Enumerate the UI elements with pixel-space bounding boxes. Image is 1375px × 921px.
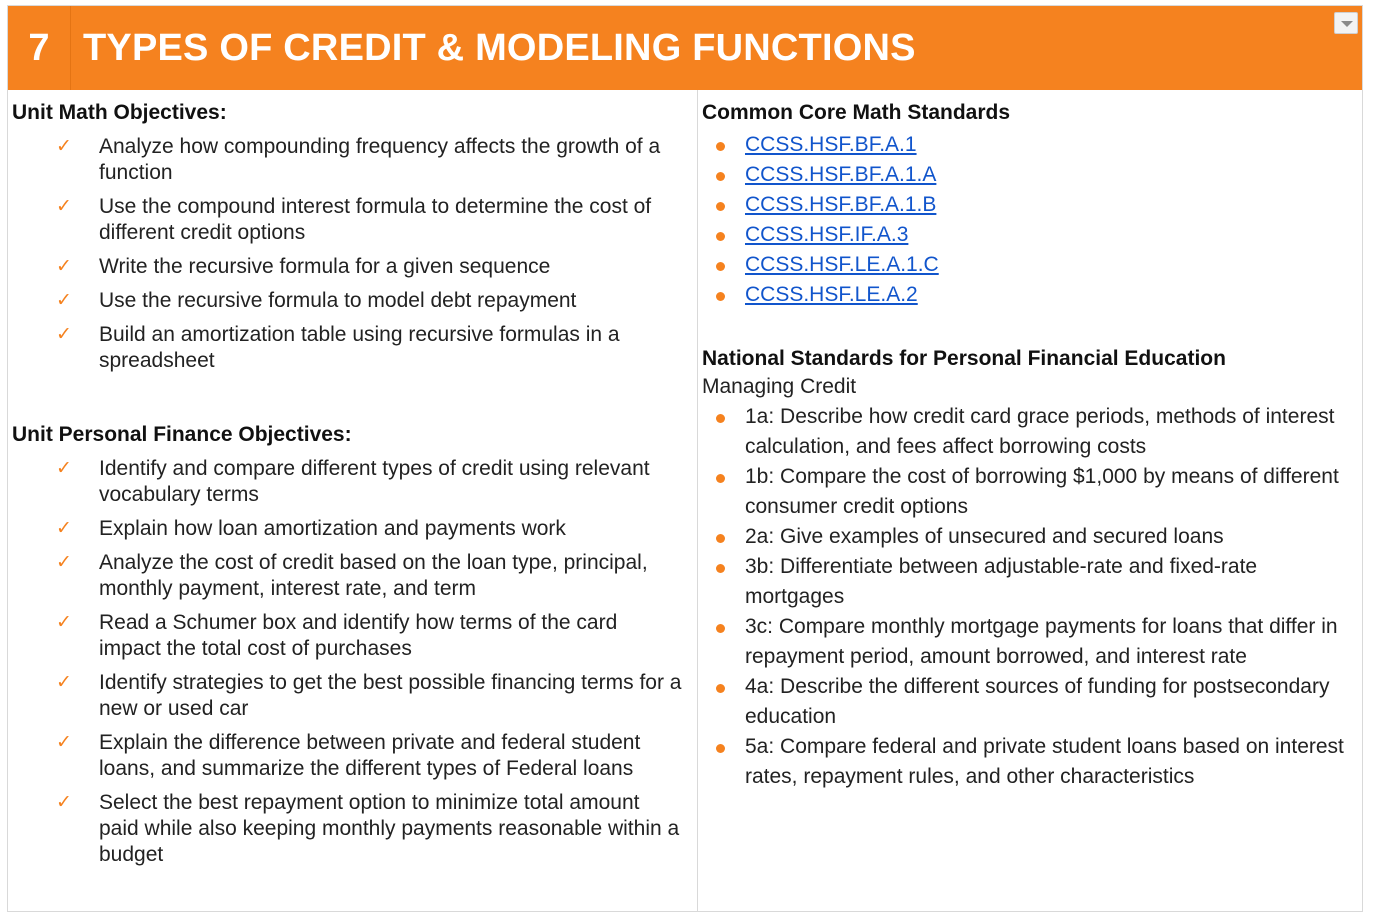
- checkmark-icon: ✓: [56, 290, 72, 311]
- checkmark-icon: ✓: [56, 324, 72, 345]
- list-item: [702, 280, 1347, 310]
- checkmark-icon: ✓: [56, 136, 72, 157]
- list-item: [702, 220, 1347, 250]
- national-standards-heading: National Standards for Personal Financial Education: [702, 347, 1226, 370]
- list-item: 3c: Compare monthly mortgage payments for loans that differ in repayment period, amount borrowed, and interest rate: [702, 612, 1347, 672]
- left-column: [12, 100, 682, 876]
- bullet-icon: [716, 624, 725, 633]
- list-item: [702, 190, 1347, 220]
- list-item: ✓ Identify and compare different types of credit using relevant vocabulary terms: [56, 457, 650, 506]
- bullet-icon: [716, 262, 725, 271]
- checkmark-icon: ✓: [56, 792, 72, 813]
- math-objectives-list: [12, 134, 682, 374]
- standard-link[interactable]: CCSS.HSF.LE.A.2: [745, 283, 918, 306]
- list-item: ✓ Analyze how compounding frequency affects the growth of a function: [56, 135, 661, 184]
- common-core-list: [702, 130, 1347, 310]
- list-item: ✓ Use the compound interest formula to determine the cost of different credit options: [56, 195, 652, 244]
- checkmark-icon: ✓: [56, 672, 72, 693]
- standard-link[interactable]: CCSS.HSF.IF.A.3: [745, 223, 909, 246]
- column-divider: [697, 90, 698, 911]
- list-item: ✓ Read a Schumer box and identify how terms of the card impact the total cost of purchases: [56, 611, 618, 660]
- bullet-icon: [716, 534, 725, 543]
- checkmark-icon: ✓: [56, 458, 72, 479]
- finance-objectives-heading: Unit Personal Finance Objectives:: [12, 423, 352, 446]
- list-item: 4a: Describe the different sources of funding for postsecondary education: [702, 672, 1347, 732]
- checkmark-icon: ✓: [56, 612, 72, 633]
- list-item: ✓ Build an amortization table using recursive formulas in a spreadsheet: [56, 323, 620, 372]
- checkmark-icon: ✓: [56, 732, 72, 753]
- list-item: [702, 160, 1347, 190]
- list-item: ✓ Use the recursive formula to model debt repayment: [56, 289, 577, 312]
- checkmark-icon: ✓: [56, 196, 72, 217]
- bullet-icon: [716, 564, 725, 573]
- bullet-icon: [716, 202, 725, 211]
- national-standards-list: [702, 402, 1347, 792]
- checkmark-icon: ✓: [56, 552, 72, 573]
- right-column: [702, 100, 1347, 792]
- list-item: ✓ Identify strategies to get the best possible financing terms for a new or used car: [56, 671, 682, 720]
- common-core-heading: Common Core Math Standards: [702, 101, 1011, 124]
- list-item: ✓ Write the recursive formula for a given sequence: [56, 255, 551, 278]
- list-item: ✓ Explain how loan amortization and payments work: [56, 517, 566, 540]
- standard-link[interactable]: CCSS.HSF.BF.A.1.B: [745, 193, 937, 216]
- checkmark-icon: ✓: [56, 256, 72, 277]
- bullet-icon: [716, 142, 725, 151]
- finance-objectives-list: [12, 456, 682, 868]
- national-standards-subheading: Managing Credit: [702, 375, 857, 398]
- list-item: [702, 250, 1347, 280]
- standard-link[interactable]: CCSS.HSF.LE.A.1.C: [745, 253, 939, 276]
- list-item: 1a: Describe how credit card grace periods, methods of interest calculation, and fees affect borrowing costs: [702, 402, 1347, 462]
- bullet-icon: [716, 474, 725, 483]
- list-item: [702, 130, 1347, 160]
- list-item: ✓ Select the best repayment option to minimize total amount paid while also keeping monthly payments reasonable within a budget: [56, 791, 680, 866]
- bullet-icon: [716, 292, 725, 301]
- bullet-icon: [716, 684, 725, 693]
- math-objectives-heading: Unit Math Objectives:: [12, 101, 227, 124]
- bullet-icon: [716, 744, 725, 753]
- dropdown-toggle-icon[interactable]: [1334, 12, 1358, 34]
- list-item: 2a: Give examples of unsecured and secured loans: [702, 522, 1347, 552]
- unit-title: TYPES OF CREDIT & MODELING FUNCTIONS: [83, 26, 916, 69]
- list-item: ✓ Explain the difference between private and federal student loans, and summarize the different types of Federal loans: [56, 731, 641, 780]
- bullet-icon: [716, 414, 725, 423]
- list-item: 3b: Differentiate between adjustable-rate and fixed-rate mortgages: [702, 552, 1347, 612]
- standard-link[interactable]: CCSS.HSF.BF.A.1.A: [745, 163, 937, 186]
- unit-header: [8, 6, 1362, 90]
- list-item: ✓ Analyze the cost of credit based on the loan type, principal, monthly payment, interest rate, and term: [56, 551, 648, 600]
- list-item: 5a: Compare federal and private student loans based on interest rates, repayment rules, and other characteristics: [702, 732, 1347, 792]
- standard-link[interactable]: CCSS.HSF.BF.A.1: [745, 133, 917, 156]
- list-item: 1b: Compare the cost of borrowing $1,000 by means of different consumer credit options: [702, 462, 1347, 522]
- checkmark-icon: ✓: [56, 518, 72, 539]
- unit-number: 7: [8, 6, 71, 90]
- bullet-icon: [716, 172, 725, 181]
- bullet-icon: [716, 232, 725, 241]
